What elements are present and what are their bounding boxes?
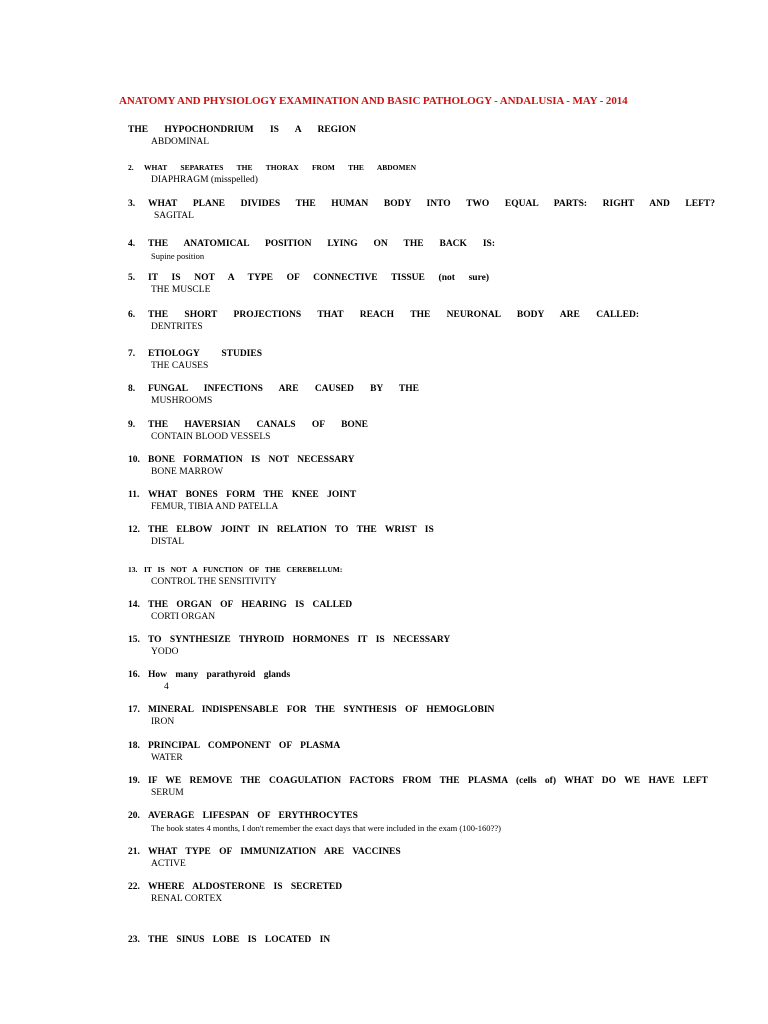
- answer-text: CONTAIN BLOOD VESSELS: [151, 432, 271, 442]
- question-label: THE ANATOMICAL POSITION LYING ON THE BACK IS:: [148, 239, 495, 249]
- question-text: [128, 454, 715, 466]
- answer-text: WATER: [151, 753, 183, 763]
- question-item: [128, 775, 715, 799]
- question-text: [128, 198, 715, 210]
- answer-text: MUSHROOMS: [151, 396, 213, 406]
- question-label: PRINCIPAL COMPONENT OF PLASMA: [148, 741, 341, 751]
- question-number: 11.: [128, 490, 140, 500]
- question-text: [128, 162, 416, 174]
- question-label: IT IS NOT A FUNCTION OF THE CEREBELLUM:: [144, 565, 343, 574]
- answer-text: YODO: [151, 647, 179, 657]
- question-text: [128, 383, 419, 395]
- answer-text: Supine position: [151, 251, 205, 261]
- question-number: 18.: [128, 741, 140, 751]
- question-number: 8.: [128, 384, 136, 394]
- question-number: 23.: [128, 935, 140, 945]
- question-label: THE SHORT PROJECTIONS THAT REACH THE NEURONAL BODY ARE CALLED:: [148, 310, 639, 320]
- question-label: ETIOLOGY STUDIES: [148, 349, 262, 359]
- question-text: [128, 881, 715, 893]
- question-item: [128, 564, 715, 588]
- question-item: [128, 634, 715, 658]
- question-item: [128, 124, 715, 148]
- question-item: [128, 524, 715, 548]
- question-number: 10.: [128, 455, 140, 465]
- answer-text: CONTROL THE SENSITIVITY: [151, 577, 277, 587]
- question-text: [128, 740, 715, 752]
- question-text: [128, 775, 715, 787]
- question-item: [128, 881, 715, 905]
- question-number: 21.: [128, 847, 140, 857]
- question-text: [128, 489, 715, 501]
- question-text: [128, 934, 715, 946]
- question-label: How many parathyroid glands: [148, 670, 291, 680]
- question-item: [128, 489, 715, 513]
- answer-text: 4: [164, 682, 169, 692]
- question-label: AVERAGE LIFESPAN OF ERYTHROCYTES: [148, 811, 358, 821]
- question-number: 6.: [128, 310, 136, 320]
- question-number: 2.: [128, 163, 134, 172]
- answer-text: DENTRITES: [151, 322, 203, 332]
- question-label: IF WE REMOVE THE COAGULATION FACTORS FROM THE PLASMA (cells of) WHAT DO WE HAVE LEFT: [148, 776, 708, 786]
- question-label: MINERAL INDISPENSABLE FOR THE SYNTHESIS OF HEMOGLOBIN: [148, 705, 495, 715]
- question-item: [128, 454, 715, 478]
- answer-text: The book states 4 months, I don't remember the exact days that were included in the exam (100-160??): [151, 823, 501, 833]
- question-label: WHAT BONES FORM THE KNEE JOINT: [148, 490, 357, 500]
- answer-text: ACTIVE: [151, 859, 186, 869]
- question-label: THE ELBOW JOINT IN RELATION TO THE WRIST IS: [148, 525, 434, 535]
- answer-text: RENAL CORTEX: [151, 894, 223, 904]
- question-item: [128, 934, 715, 946]
- question-label: TO SYNTHESIZE THYROID HORMONES IT IS NECESSARY: [148, 635, 451, 645]
- question-label: THE HYPOCHONDRIUM IS A REGION: [128, 125, 356, 135]
- question-item: [128, 846, 715, 870]
- question-number: 12.: [128, 525, 140, 535]
- question-number: 22.: [128, 882, 140, 892]
- question-label: THE HAVERSIAN CANALS OF BONE: [148, 420, 368, 430]
- question-text: [128, 669, 715, 681]
- question-number: 17.: [128, 705, 140, 715]
- document-title: ANATOMY AND PHYSIOLOGY EXAMINATION AND BASIC PATHOLOGY - ANDALUSIA - MAY - 2014: [119, 95, 628, 107]
- answer-text: SAGITAL: [154, 211, 194, 221]
- question-item: [128, 238, 715, 262]
- question-number: 5.: [128, 273, 136, 283]
- question-item: [128, 198, 715, 222]
- question-text: [128, 634, 715, 646]
- question-item: [128, 419, 715, 443]
- question-item: [128, 309, 715, 333]
- answer-text: ABDOMINAL: [151, 137, 210, 147]
- question-number: 16.: [128, 670, 140, 680]
- question-text: [128, 309, 639, 321]
- answer-text: THE MUSCLE: [151, 285, 211, 295]
- question-item: [128, 810, 715, 834]
- question-number: 19.: [128, 776, 140, 786]
- question-number: 4.: [128, 239, 136, 249]
- question-text: [128, 272, 489, 284]
- question-label: IT IS NOT A TYPE OF CONNECTIVE TISSUE (not sure): [148, 273, 489, 283]
- question-text: [128, 846, 715, 858]
- question-label: WHAT TYPE OF IMMUNIZATION ARE VACCINES: [148, 847, 401, 857]
- answer-text: CORTI ORGAN: [151, 612, 216, 622]
- question-text: [128, 810, 715, 822]
- question-item: [128, 348, 715, 372]
- question-text: [128, 599, 715, 611]
- question-label: THE SINUS LOBE IS LOCATED IN: [148, 935, 331, 945]
- question-item: [128, 740, 715, 764]
- question-text: [128, 124, 356, 136]
- answer-text: FEMUR, TIBIA AND PATELLA: [151, 502, 279, 512]
- question-item: [128, 599, 715, 623]
- question-item: [128, 272, 715, 296]
- question-item: [128, 383, 715, 407]
- answer-text: THE CAUSES: [151, 361, 209, 371]
- question-label: WHAT PLANE DIVIDES THE HUMAN BODY INTO TWO EQUAL PARTS: RIGHT AND LEFT?: [148, 199, 715, 209]
- question-number: 13.: [128, 565, 138, 574]
- question-number: 7.: [128, 349, 136, 359]
- question-text: [128, 564, 715, 576]
- question-label: FUNGAL INFECTIONS ARE CAUSED BY THE: [148, 384, 419, 394]
- question-label: BONE FORMATION IS NOT NECESSARY: [148, 455, 355, 465]
- question-item: [128, 704, 715, 728]
- answer-text: SERUM: [151, 788, 184, 798]
- question-text: [128, 238, 495, 250]
- question-item: [128, 162, 715, 186]
- question-label: THE ORGAN OF HEARING IS CALLED: [148, 600, 353, 610]
- question-number: 15.: [128, 635, 140, 645]
- question-text: [128, 348, 262, 360]
- question-item: [128, 669, 715, 693]
- question-text: [128, 419, 368, 431]
- question-number: 3.: [128, 199, 136, 209]
- question-label: WHAT SEPARATES THE THORAX FROM THE ABDOMEN: [144, 163, 416, 172]
- question-text: [128, 704, 715, 716]
- answer-text: DISTAL: [151, 537, 185, 547]
- question-number: 20.: [128, 811, 140, 821]
- answer-text: IRON: [151, 717, 175, 727]
- question-number: 14.: [128, 600, 140, 610]
- answer-text: DIAPHRAGM (misspelled): [151, 175, 258, 185]
- answer-text: BONE MARROW: [151, 467, 224, 477]
- question-label: WHERE ALDOSTERONE IS SECRETED: [148, 882, 343, 892]
- question-number: 9.: [128, 420, 136, 430]
- question-text: [128, 524, 715, 536]
